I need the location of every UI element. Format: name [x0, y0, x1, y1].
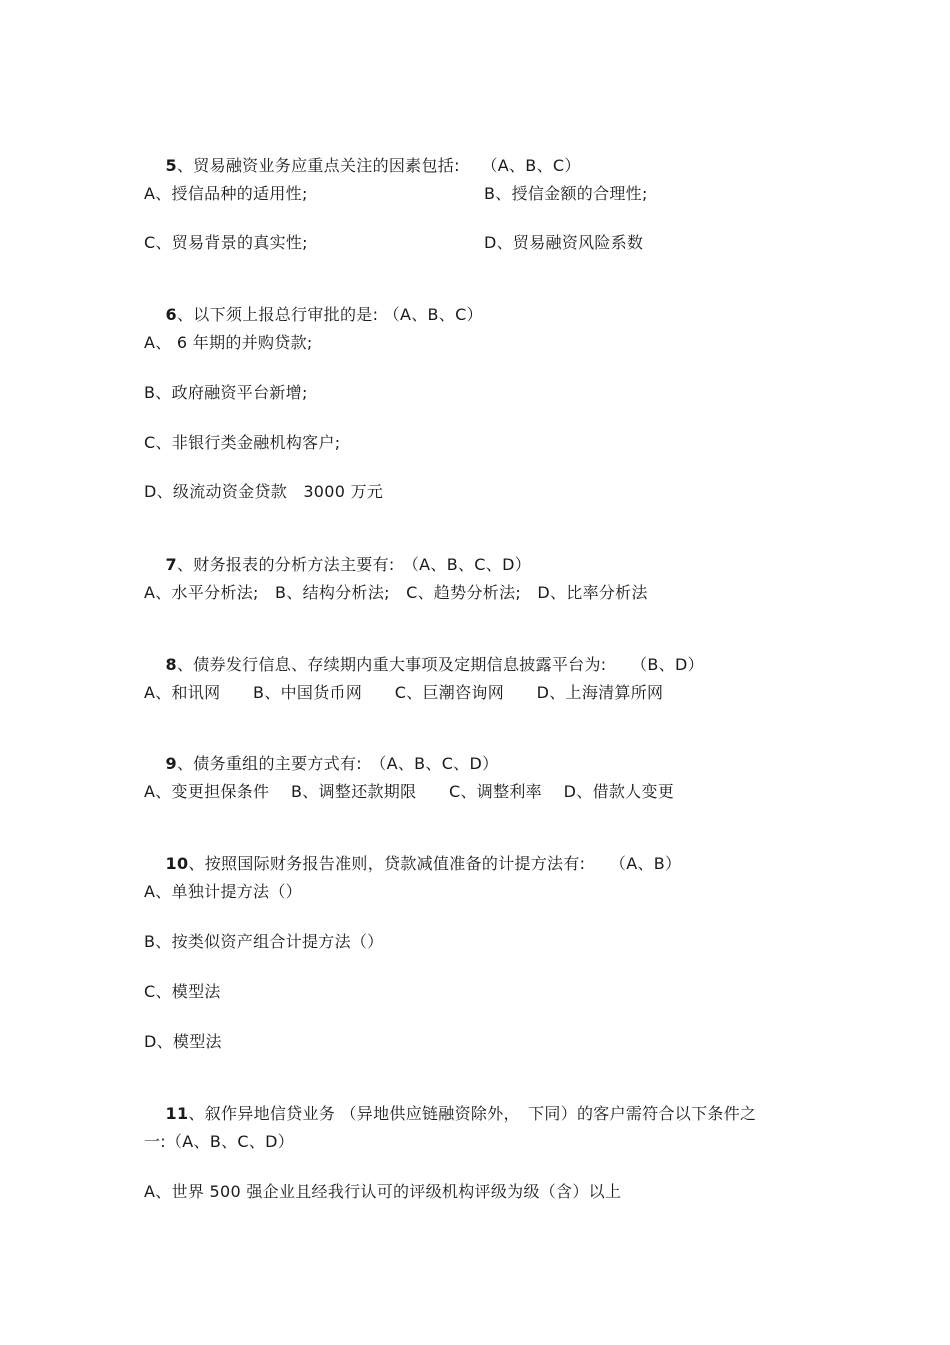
options-line: A、变更担保条件 B、调整还款期限 C、调整利率 D、借款人变更	[144, 782, 675, 801]
option-c: C、非银行类金融机构客户;	[144, 433, 341, 452]
question-number: 8	[165, 655, 177, 674]
option-b: B、按类似资产组合计提方法（）	[144, 932, 384, 951]
question-text-continued: 一:（A、B、C、D）	[144, 1132, 295, 1151]
question-text: 、贸易融资业务应重点关注的因素包括: （A、B、C）	[176, 156, 581, 175]
option-c: C、贸易背景的真实性;	[144, 233, 308, 252]
option-d: D、模型法	[144, 1032, 222, 1051]
option-c: C、模型法	[144, 982, 221, 1001]
question-number: 10	[165, 854, 189, 873]
question-number: 7	[165, 555, 177, 574]
question-text: 、债务重组的主要方式有: （A、B、C、D）	[176, 754, 499, 773]
option-d: D、级流动资金贷款 3000 万元	[144, 482, 384, 501]
option-b: B、政府融资平台新增;	[144, 383, 308, 402]
question-text: 、债券发行信息、存续期内重大事项及定期信息披露平台为: （B、D）	[176, 655, 704, 674]
question-text: 、按照国际财务报告准则，贷款减值准备的计提方法有: （A、B）	[188, 854, 682, 873]
question-number: 5	[165, 156, 177, 175]
question-text: 、以下须上报总行审批的是: （A、B、C）	[176, 305, 483, 324]
question-text: 、财务报表的分析方法主要有: （A、B、C、D）	[176, 555, 531, 574]
option-a: A、单独计提方法（）	[144, 882, 302, 901]
options-line: A、和讯网 B、中国货币网 C、巨潮咨询网 D、上海清算所网	[144, 683, 664, 702]
options-line: A、水平分析法; B、结构分析法; C、趋势分析法; D、比率分析法	[144, 583, 648, 602]
option-a: A、 6 年期的并购贷款;	[144, 333, 313, 352]
question-number: 11	[165, 1104, 189, 1123]
question-number: 9	[165, 754, 177, 773]
question-text: 、叙作异地信贷业务 （异地供应链融资除外， 下同）的客户需符合以下条件之	[188, 1104, 757, 1123]
option-d: D、贸易融资风险系数	[484, 233, 644, 252]
option-a: A、世界 500 强企业且经我行认可的评级机构评级为级（含）以上	[144, 1182, 622, 1201]
option-a: A、授信品种的适用性;	[144, 184, 308, 203]
question-number: 6	[165, 305, 177, 324]
option-b: B、授信金额的合理性;	[484, 184, 648, 203]
